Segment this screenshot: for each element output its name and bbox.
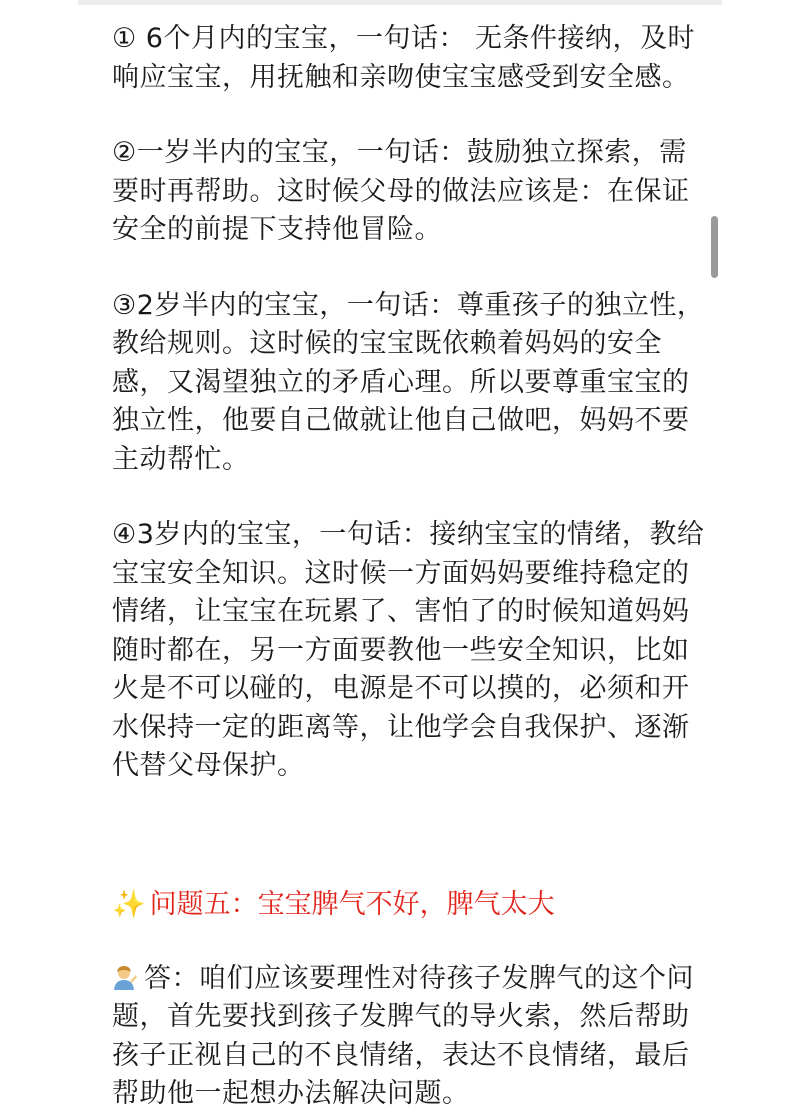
section-title-text: 问题五：宝宝脾气不好，脾气太大 bbox=[149, 888, 555, 920]
scroll-indicator[interactable] bbox=[711, 216, 718, 278]
section-heading bbox=[112, 886, 692, 924]
text-line: 安全的前提下支持他冒险。 bbox=[112, 214, 442, 245]
text-line: 感，又渴望独立的矛盾心理。所以要尊重宝宝的 bbox=[112, 366, 690, 398]
text-line: 帮助他一起想办法解决问题。 bbox=[112, 1078, 470, 1109]
answer-line-text: 答：咱们应该要理性对待孩子发脾气的这个问 bbox=[144, 962, 694, 994]
text-line: 响应宝宝，用抚触和亲吻使宝宝感受到安全感。 bbox=[112, 61, 690, 93]
text-line: 要时再帮助。这时候父母的做法应该是：在保证 bbox=[112, 175, 690, 207]
sparkles-icon: ✨ bbox=[112, 888, 146, 920]
paragraph-3-years bbox=[112, 516, 705, 786]
text-line bbox=[112, 960, 692, 999]
text-line: 情绪，让宝宝在玩累了、害怕了的时候知道妈妈 bbox=[112, 596, 690, 627]
text-line: ④3岁内的宝宝，一句话：接纳宝宝的情绪，教给 bbox=[112, 519, 705, 550]
text-line: 代替父母保护。 bbox=[112, 750, 305, 781]
paragraph-1-5-years bbox=[112, 134, 692, 250]
text-line: 水保持一定的距离等，让他学会自我保护、逐渐 bbox=[112, 711, 690, 743]
text-line: 孩子正视自己的不良情绪，表达不良情绪，最后 bbox=[112, 1039, 690, 1071]
paragraph-2-5-years bbox=[112, 287, 705, 480]
text-line: 独立性，他要自己做就让他自己做吧，妈妈不要 bbox=[112, 405, 690, 436]
text-line: 火是不可以碰的，电源是不可以摸的，必须和开 bbox=[112, 673, 690, 704]
text-line: ②一岁半内的宝宝，一句话：鼓励独立探索，需 bbox=[112, 137, 687, 168]
text-line: 教给规则。这时候的宝宝既依赖着妈妈的安全 bbox=[112, 328, 662, 359]
text-line: 主动帮忙。 bbox=[112, 443, 250, 475]
text-line: 随时都在，另一方面要教他一些安全知识，比如 bbox=[112, 634, 690, 666]
text-line: 宝宝安全知识。这时候一方面妈妈要维持稳定的 bbox=[112, 557, 690, 589]
text-line: ① 6个月内的宝宝，一句话： 无条件接纳，及时 bbox=[112, 23, 696, 54]
answer-paragraph bbox=[112, 960, 692, 1114]
person-tipping-hand-icon bbox=[112, 964, 138, 990]
top-divider bbox=[78, 0, 722, 5]
paragraph-6-months bbox=[112, 20, 696, 97]
text-line: 题，首先要找到孩子发脾气的导火索，然后帮助 bbox=[112, 1001, 690, 1032]
text-line: ③2岁半内的宝宝，一句话：尊重孩子的独立性， bbox=[112, 289, 705, 321]
article-content bbox=[112, 20, 705, 1114]
